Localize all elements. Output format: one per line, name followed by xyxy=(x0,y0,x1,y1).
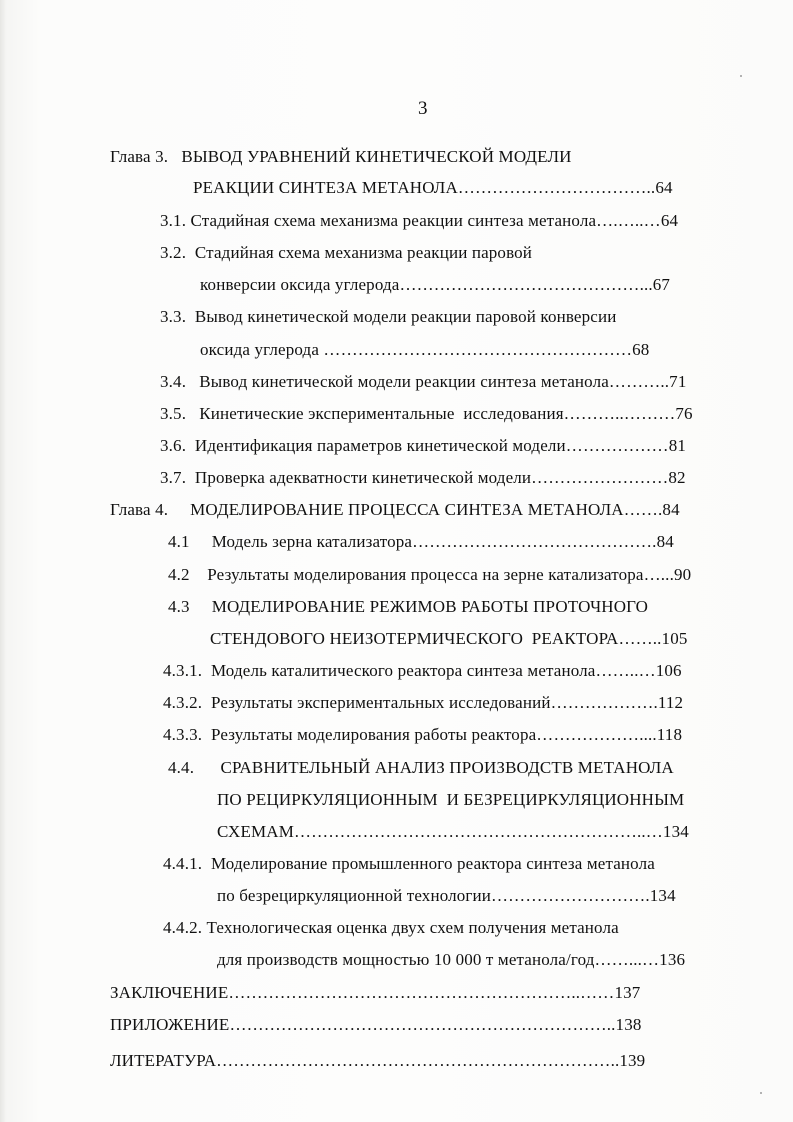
toc-entry-3-4: 3.4. Вывод кинетической модели реакции синтеза метанола………..71 xyxy=(160,372,687,391)
toc-entry-3-3: 3.3. Вывод кинетической модели реакции паровой конверсии xyxy=(160,307,617,326)
toc-entry-4-4-2: 4.4.2. Технологическая оценка двух схем получения метанола xyxy=(163,918,619,937)
toc-references: ЛИТЕРАТУРА……………………………………………………………..139 xyxy=(110,1051,646,1070)
scan-edge-shadow xyxy=(0,0,6,1122)
toc-entry-3-2: 3.2. Стадийная схема механизма реакции паровой xyxy=(160,243,533,262)
toc-chapter-3-title: Глава 3. ВЫВОД УРАВНЕНИЙ КИНЕТИЧЕСКОЙ МОДЕЛИ xyxy=(110,147,572,166)
toc-entry-4-3-2: 4.3.2. Результаты экспериментальных исследований……………….112 xyxy=(163,693,684,712)
toc-conclusion: ЗАКЛЮЧЕНИЕ……………………………………………………..……137 xyxy=(110,983,641,1002)
toc-entry-4-4-2-cont: для производств мощностью 10 000 т метанола/год……...…136 xyxy=(217,950,686,969)
scan-speck xyxy=(760,1092,762,1094)
toc-entry-4-4-cont-2: СХЕМАМ……………………………………………………..…134 xyxy=(217,822,689,841)
toc-entry-4-4-1: 4.4.1. Моделирование промышленного реактора синтеза метанола xyxy=(163,854,655,873)
toc-entry-3-3-cont: оксида углерода ………………………………………………68 xyxy=(200,340,650,359)
toc-entry-4-1: 4.1 Модель зерна катализатора…………………………………….84 xyxy=(168,532,674,551)
toc-entry-4-3-cont: СТЕНДОВОГО НЕИЗОТЕРМИЧЕСКОГО РЕАКТОРА……..105 xyxy=(210,629,688,648)
toc-appendix: ПРИЛОЖЕНИЕ…………………………………………………………..138 xyxy=(110,1015,642,1034)
toc-chapter-3-title-cont: РЕАКЦИИ СИНТЕЗА МЕТАНОЛА……………………………..64 xyxy=(193,178,673,197)
toc-entry-3-2-cont: конверсии оксида углерода……………………………………...67 xyxy=(200,275,671,294)
toc-entry-3-5: 3.5. Кинетические экспериментальные исследования………..………76 xyxy=(160,404,693,423)
toc-entry-4-3-1: 4.3.1. Модель каталитического реактора синтеза метанола……..…106 xyxy=(163,661,682,680)
scan-speck xyxy=(740,75,742,77)
toc-entry-4-3-3: 4.3.3. Результаты моделирования работы реактора………………....118 xyxy=(163,725,683,744)
toc-entry-3-6: 3.6. Идентификация параметров кинетической модели………………81 xyxy=(160,436,687,455)
toc-entry-4-2: 4.2 Результаты моделирования процесса на зерне катализатора…...90 xyxy=(168,565,692,584)
toc-chapter-4-title: Глава 4. МОДЕЛИРОВАНИЕ ПРОЦЕССА СИНТЕЗА МЕТАНОЛА…….84 xyxy=(110,500,680,519)
toc-entry-4-4-cont-1: ПО РЕЦИРКУЛЯЦИОННЫМ И БЕЗРЕЦИРКУЛЯЦИОННЫМ xyxy=(217,790,685,809)
toc-entry-4-4-1-cont: по безрециркуляционной технологии……………………….134 xyxy=(217,886,676,905)
toc-entry-4-4: 4.4. СРАВНИТЕЛЬНЫЙ АНАЛИЗ ПРОИЗВОДСТВ МЕТАНОЛА xyxy=(168,758,674,777)
toc-entry-3-7: 3.7. Проверка адекватности кинетической модели……………………82 xyxy=(160,468,686,487)
toc-entry-4-3: 4.3 МОДЕЛИРОВАНИЕ РЕЖИМОВ РАБОТЫ ПРОТОЧНОГО xyxy=(168,597,649,616)
page-number: 3 xyxy=(418,98,428,119)
toc-entry-3-1: 3.1. Стадийная схема механизма реакции синтеза метанола….…..…64 xyxy=(160,211,679,230)
